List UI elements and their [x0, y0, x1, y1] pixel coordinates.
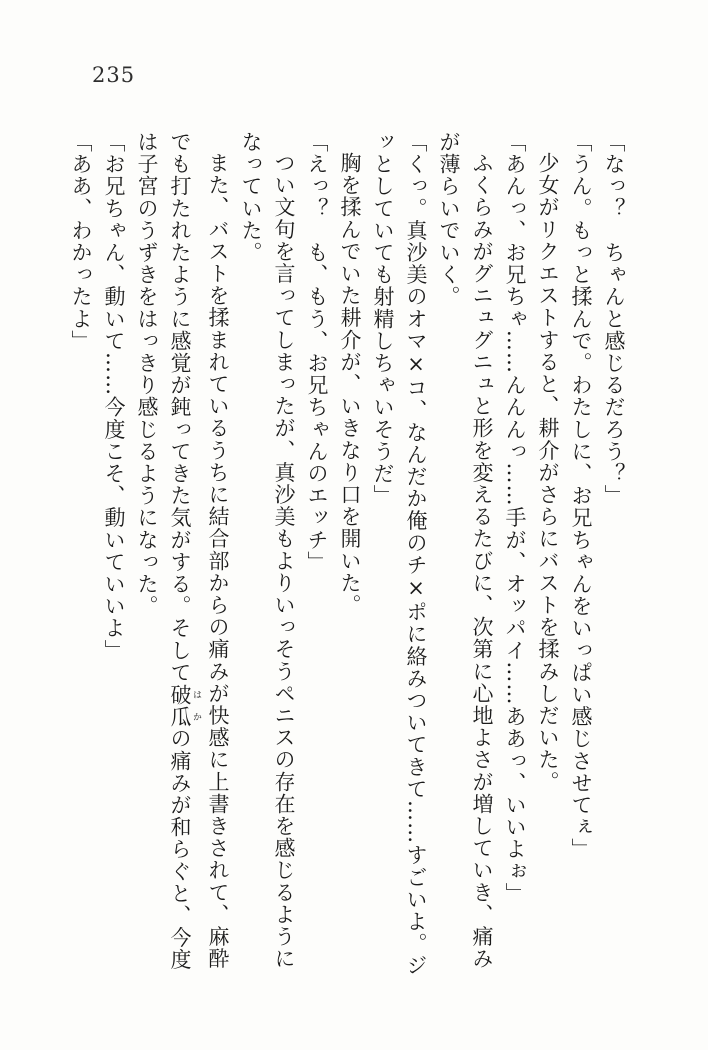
text-line-12: なっていた。	[239, 131, 263, 264]
text-line-3: 少女がリクエストすると、耕介がさらにバストを揉みしだいた。	[536, 152, 560, 793]
text-line-5: ふくらみがグニュグニュと形を変えるたびに、次第に心地よさが増していき、痛み	[470, 152, 494, 970]
text-line-4: 「あんっ、お兄ちゃ……んんんっ……手が、オッパイ……ああっ、いいよぉ」	[503, 131, 527, 905]
furigana: 破瓜 はか	[168, 683, 201, 728]
text-block	[64, 131, 630, 983]
text-line-16: 「お兄ちゃん、動いて……今度こそ、動いていいよ」	[102, 131, 126, 662]
text-line-11: つい文句を言ってしまったが、真沙美もよりいっそうペニスの存在を感じるように	[272, 152, 296, 970]
text-line-8: ッとしていても射精しちゃいそうだ」	[371, 131, 395, 507]
text-line-14: でも打たれたように感覚が鈍ってきた気がする。そして破瓜 はかの痛みが和らぐと、今度	[168, 131, 201, 971]
text-line-13: また、バストを揉まれているうちに結合部からの痛みが快感に上書きされて、麻酔	[206, 152, 230, 970]
text-line-15: は子宮のうずきをはっきり感じるようになった。	[135, 131, 159, 618]
text-line-6: が薄らいでいく。	[437, 131, 461, 308]
text-line-7: 「くっ。真沙美のオマ×コ、なんだか俺のチ×ポに絡みついてきて……すごいよ。ジ	[404, 131, 428, 977]
page-number: 235	[92, 63, 136, 87]
text-line-9: 胸を揉んでいた耕介が、いきなり口を開いた。	[338, 152, 362, 617]
text-line-2: 「うん。もっと揉んで。わたしに、お兄ちゃんをいっぱい感じさせてぇ」	[569, 131, 593, 861]
text-line-10: 「えっ？ も、もう、お兄ちゃんのエッチ」	[305, 131, 329, 573]
text-line-17: 「ああ、わかったよ」	[69, 131, 93, 352]
text-line-1: 「なっ？ ちゃんと感じるだろう？」	[602, 131, 626, 507]
